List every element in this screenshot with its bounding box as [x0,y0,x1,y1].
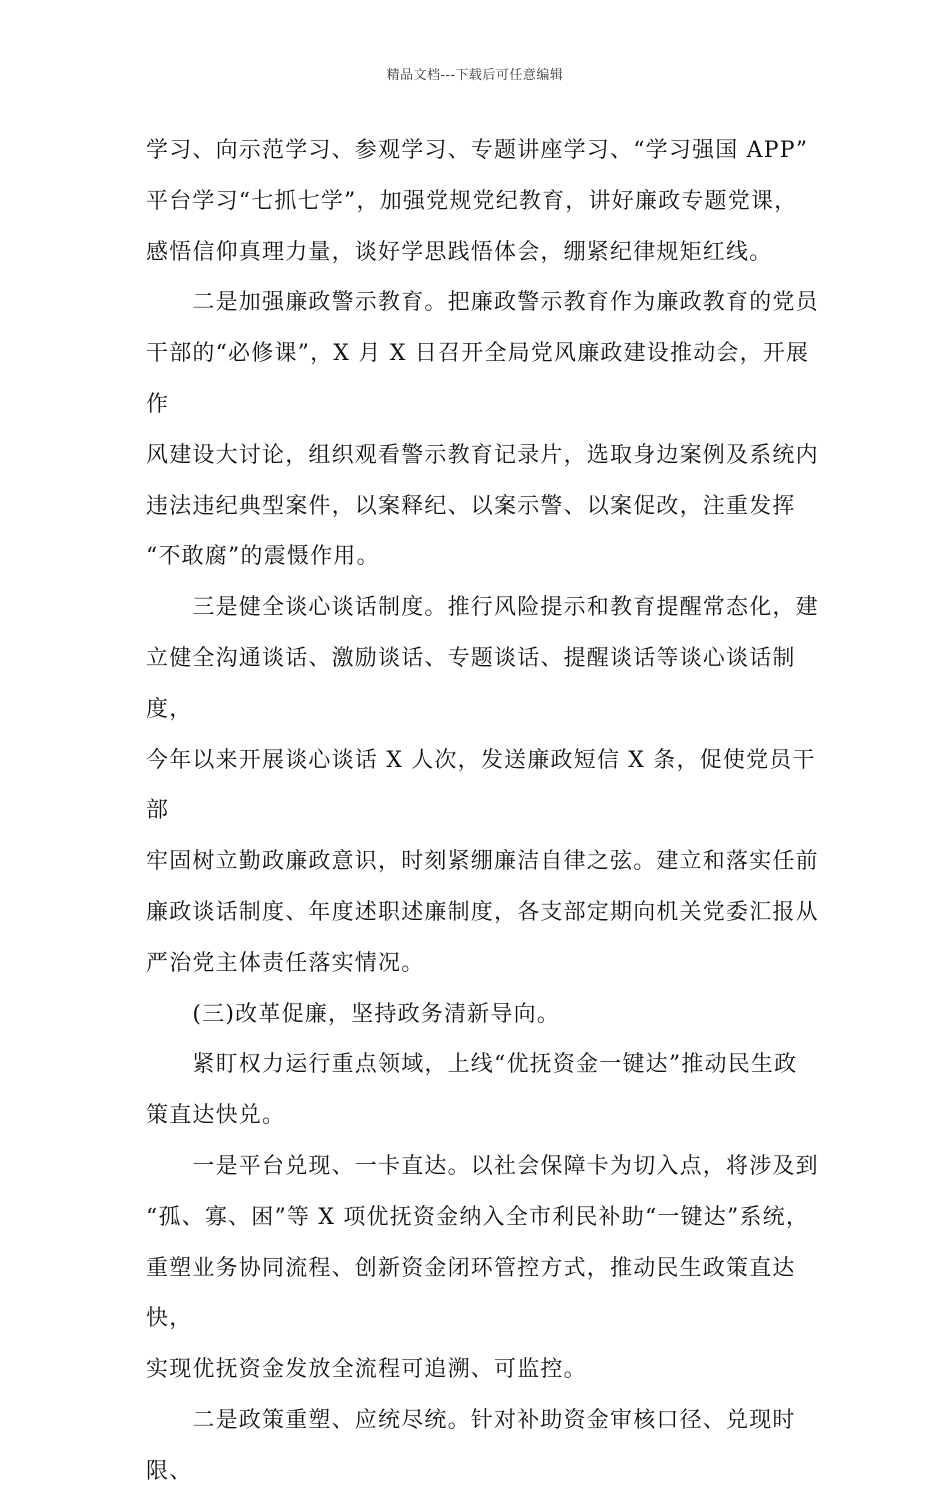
text-line: 平台学习“七抓七学”，加强党规党纪教育，讲好廉政专题党课， [146,188,798,214]
page-header: 精品文档---下载后可任意编辑 [386,68,564,83]
text-line: 干部的“必修课”，X 月 X 日召开全局党风廉政建设推动会，开展作 [146,341,810,417]
text-line: 二是加强廉政警示教育。把廉政警示教育作为廉政教育的党员 [146,290,819,316]
text-line: 实现优抚资金发放全流程可追溯、可监控。 [146,1357,587,1383]
text-line: 廉政谈话制度、年度述职述廉制度，各支部定期向机关党委汇报从 [146,899,819,925]
text-line: 重塑业务协同流程、创新资金闭环管控方式，推动民生政策直达快， [146,1255,796,1332]
document-body [146,126,826,1498]
text-line: “不敢腐”的震慑作用。 [146,544,380,570]
text-line: 紧盯权力运行重点领域，上线“优抚资金一键达”推动民生政 [146,1052,798,1078]
section-heading: (三)改革促廉，坚持政务清新导向。 [146,1001,560,1027]
text-line: 风建设大讨论，组织观看警示教育记录片，选取身边案例及系统内 [146,442,819,468]
text-line: 今年以来开展谈心谈话 X 人次，发送廉政短信 X 条，促使党员干部 [146,747,816,824]
text-line: 感悟信仰真理力量，谈好学思践悟体会，绷紧纪律规矩红线。 [146,239,773,265]
text-line: 三是健全谈心谈话制度。推行风险提示和教育提醒常态化，建 [146,595,819,621]
text-line: 严治党主体责任落实情况。 [146,950,425,976]
text-line: 一是平台兑现、一卡直达。以社会保障卡为切入点，将涉及到 [146,1153,819,1179]
text-line: 策直达快兑。 [146,1103,286,1129]
text-line: 二是政策重塑、应统尽统。针对补助资金审核口径、兑现时限、 [146,1407,796,1484]
text-line: 立健全沟通谈话、激励谈话、专题谈话、提醒谈话等谈心谈话制度， [146,645,796,722]
text-line: 学习、向示范学习、参观学习、专题讲座学习、“学习强国 APP” [146,138,809,163]
text-line: 违法违纪典型案件，以案释纪、以案示警、以案促改，注重发挥 [146,493,796,519]
text-line: “孤、寡、困”等 X 项优抚资金纳入全市利民补助“一键达”系统， [146,1204,810,1230]
text-line: 牢固树立勤政廉政意识，时刻紧绷廉洁自律之弦。建立和落实任前 [146,849,819,875]
